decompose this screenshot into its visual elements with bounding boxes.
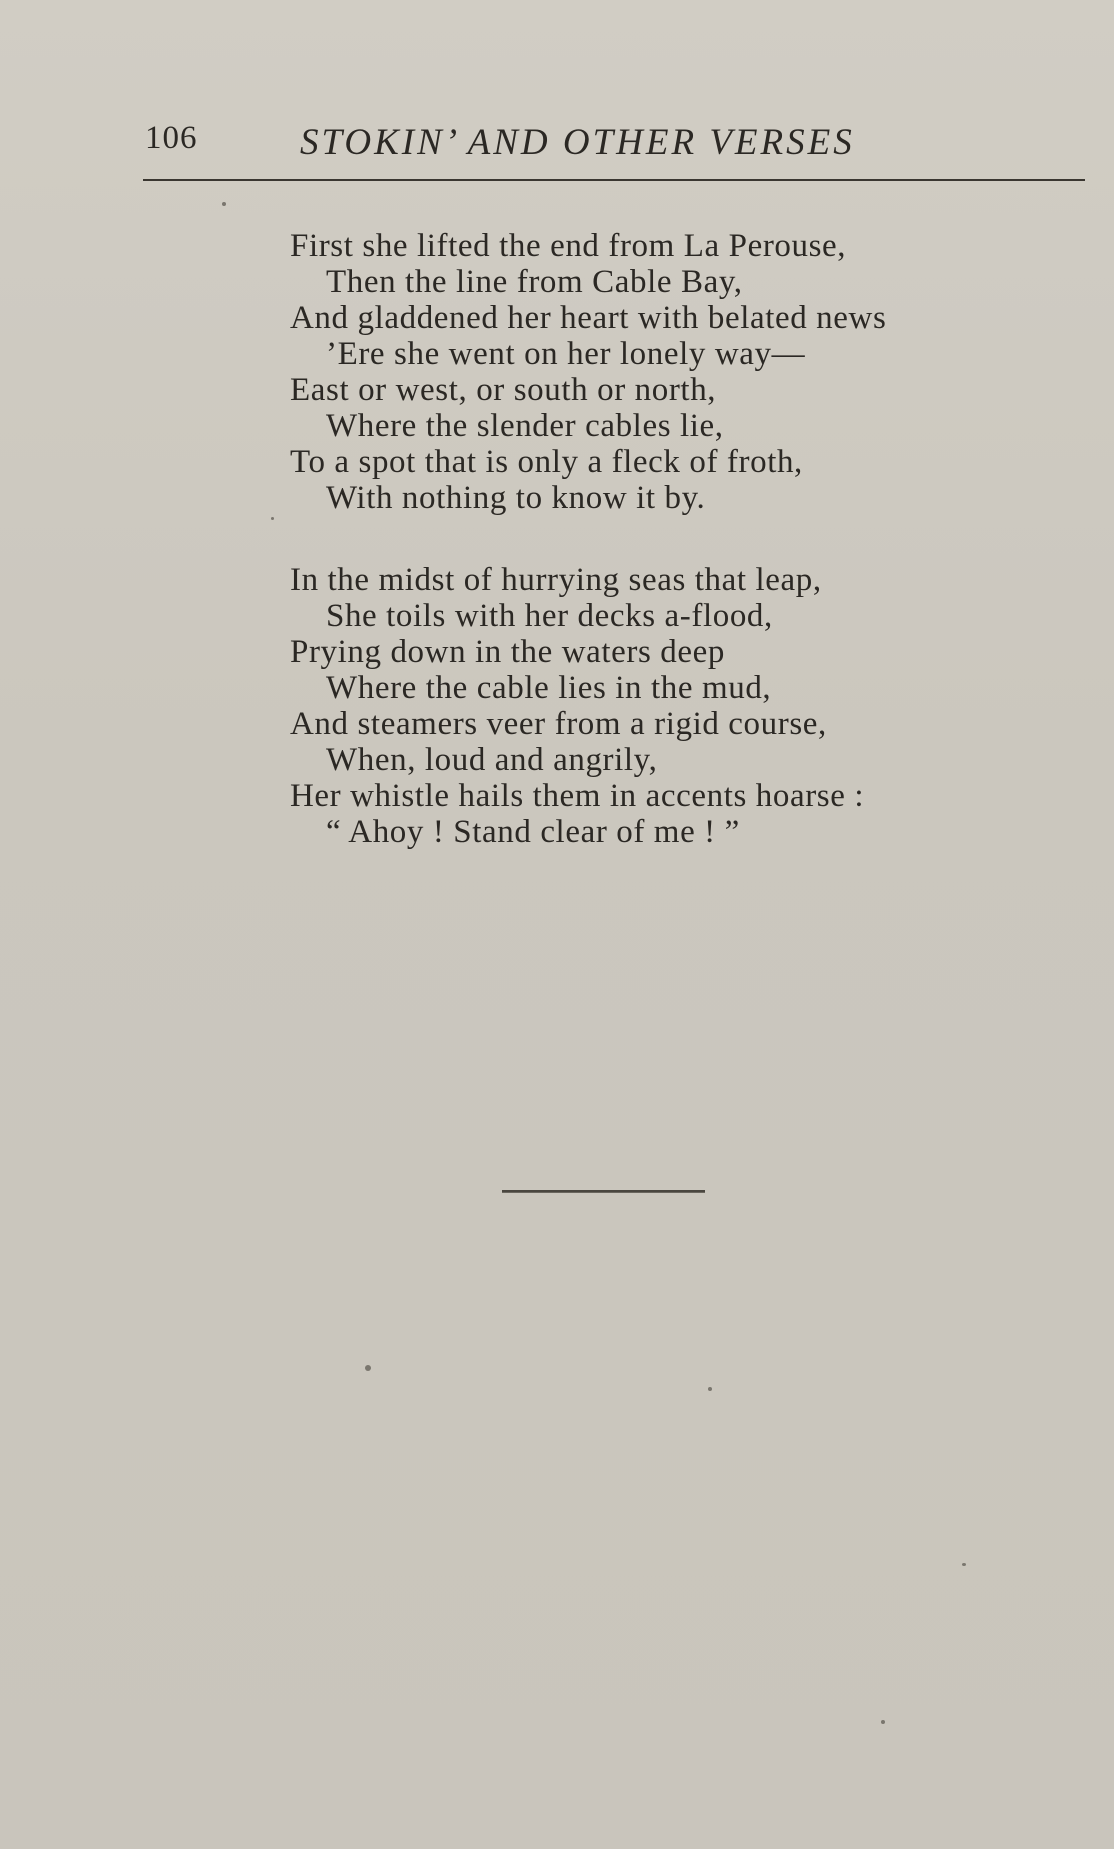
poem-line: With nothing to know it by. xyxy=(326,480,706,516)
paper-speck xyxy=(365,1365,371,1371)
poem-line: Prying down in the waters deep xyxy=(290,634,725,670)
poem-line: In the midst of hurrying seas that leap, xyxy=(290,562,822,598)
paper-speck xyxy=(881,1720,885,1724)
poem-line: To a spot that is only a fleck of froth, xyxy=(290,444,803,480)
stanza-2 xyxy=(290,562,864,850)
end-ornament-rule xyxy=(502,1190,705,1193)
poem-line: When, loud and angrily, xyxy=(326,742,658,778)
paper-speck xyxy=(271,517,274,520)
poem-line: East or west, or south or north, xyxy=(290,372,717,408)
poem-line: Where the slender cables lie, xyxy=(326,408,724,444)
poem-line: And gladdened her heart with belated news xyxy=(290,300,887,336)
poem-line: First she lifted the end from La Perouse, xyxy=(290,228,847,264)
poem-line: Where the cable lies in the mud, xyxy=(326,670,772,706)
poem-line: Then the line from Cable Bay, xyxy=(326,264,743,300)
poem-line: ’Ere she went on her lonely way— xyxy=(326,336,806,372)
paper-speck xyxy=(708,1387,712,1391)
paper-speck xyxy=(962,1563,966,1566)
poem-line: Her whistle hails them in accents hoarse : xyxy=(290,778,865,814)
running-title: STOKIN’ AND OTHER VERSES xyxy=(300,122,855,163)
poem-line: “ Ahoy ! Stand clear of me ! ” xyxy=(326,814,740,850)
header-rule xyxy=(143,179,1085,181)
page-number: 106 xyxy=(145,120,198,156)
paper-speck xyxy=(222,202,226,206)
poem-line: And steamers veer from a rigid course, xyxy=(290,706,827,742)
stanza-1 xyxy=(290,228,886,516)
poem-line: She toils with her decks a-flood, xyxy=(326,598,773,634)
